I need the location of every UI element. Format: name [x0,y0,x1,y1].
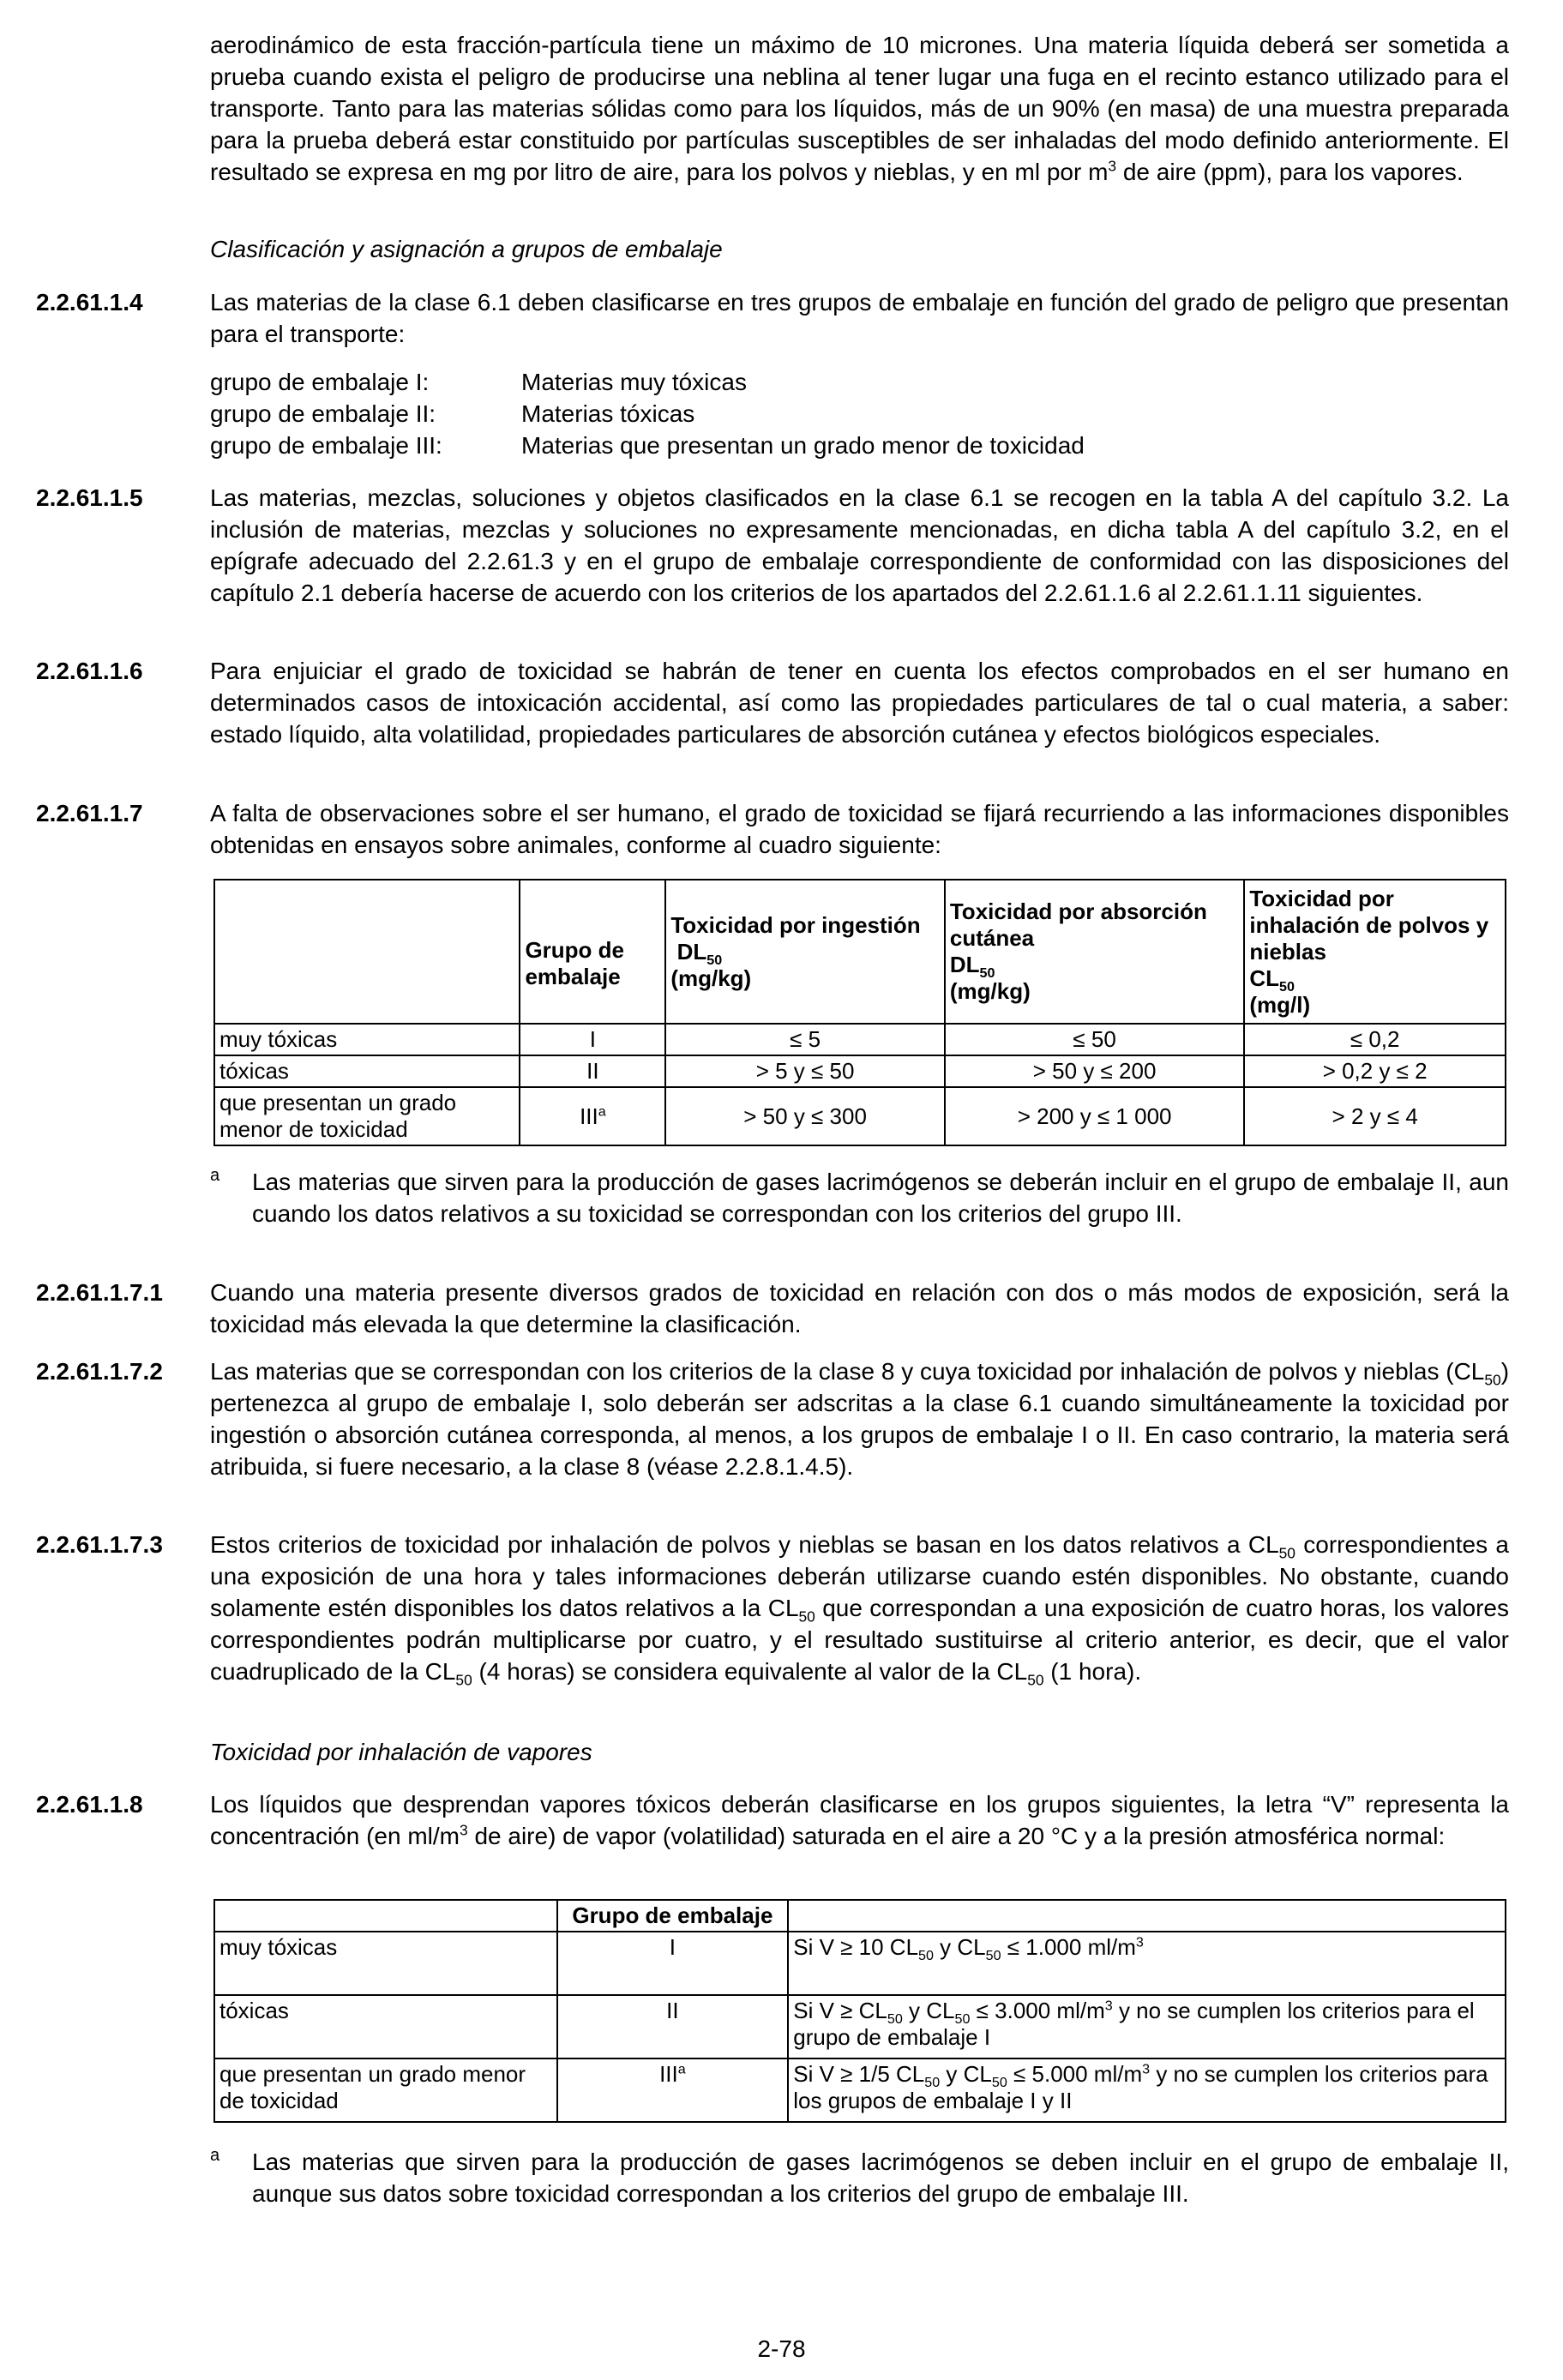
section-text: Cuando una materia presente diversos grados de toxicidad en relación con dos o más modos de exposición, será la toxicidad más elevada la que determine la clasificación. [210,1279,1509,1337]
table-cell-inhalation: > 2 y ≤ 4 [1244,1087,1506,1145]
section-number: 2.2.61.1.4 [36,289,143,316]
table-cell-label: muy tóxicas [214,1024,520,1055]
section-number: 2.2.61.1.7 [36,800,143,826]
footnote-text: Las materias que sirven para la producción de gases lacrimógenos se deben incluir en el grupo de embalaje II, aunque sus datos sobre toxicidad correspondan a los criterios del grupo de embalaje III. [252,2149,1509,2207]
table-row [214,1932,1506,1995]
table-cell-group: I [557,1932,789,1995]
table-cell-inhalation: > 0,2 y ≤ 2 [1244,1055,1506,1087]
section-number: 2.2.61.1.7.3 [36,1531,163,1558]
table-row [214,1087,1506,1145]
section-text: A falta de observaciones sobre el ser humano, el grado de toxicidad se fijará recurriendo a las informaciones disponibles obtenidas en ensayos sobre animales, conforme al cuadro siguiente: [210,800,1509,858]
toxicity-table [213,879,1506,1146]
heading-vapours: Toxicidad por inhalación de vapores [210,1739,592,1765]
section-number: 2.2.61.1.7.1 [36,1279,163,1306]
group-line: grupo de embalaje III: Materias que presentan un grado menor de toxicidad [210,432,1085,459]
vapour-table [213,1899,1506,2123]
group-line: grupo de embalaje II: Materias tóxicas [210,400,695,427]
footnote-text: Las materias que sirven para la producción de gases lacrimógenos se deberán incluir en el grupo de embalaje II, aun cuando los datos relativos a su toxicidad se correspondan con los criterios del grupo III. [252,1169,1509,1227]
table-cell-label: que presentan un grado menor de toxicidad [214,2058,557,2122]
table-cell-group: II [557,1995,789,2058]
table-row [214,1995,1506,2058]
table-header-group: Grupo de embalaje [557,1900,789,1932]
table-cell-label: tóxicas [214,1995,557,2058]
table-header-empty [214,1900,557,1932]
table-cell-label: tóxicas [214,1055,520,1087]
table-cell-dermal: > 200 y ≤ 1 000 [945,1087,1244,1145]
table-header-row [214,1900,1506,1932]
table-row [214,1024,1506,1055]
table-header-empty [214,880,520,1024]
section-number: 2.2.61.1.6 [36,658,143,684]
table-row [214,1055,1506,1087]
table-cell-inhalation: ≤ 0,2 [1244,1024,1506,1055]
table-header-inhalation: Toxicidad por inhalación de polvos y nieblas $CL_{50}$ (mg/l) [1244,880,1506,1024]
group-line: grupo de embalaje I: Materias muy tóxicas [210,369,747,395]
table-header-group: Grupo de embalaje [520,880,665,1024]
table-cell-ingestion: > 5 y ≤ 50 [665,1055,945,1087]
table-cell-ingestion: > 50 y ≤ 300 [665,1087,945,1145]
table-cell-group: I [520,1024,665,1055]
table-cell-dermal: > 50 y ≤ 200 [945,1055,1244,1087]
table-cell-group: III$^a$ [520,1087,665,1145]
section-number: 2.2.61.1.8 [36,1791,143,1818]
table-cell-criteria: Si $V \ge CL_{50}$ y $CL_{50} \le 3.000$ $ml/m^3$ y no se cumplen los criterios para el grupo de embalaje I [788,1995,1506,2058]
section-text: Para enjuiciar el grado de toxicidad se habrán de tener en cuenta los efectos comprobados en el ser humano en determinados casos de intoxicación accidental, así como las propiedades particulares de tal o cual materia, a saber: estado líquido, alta volatilidad, propiedades particulares de absorción cutánea y efectos biológicos especiales. [210,658,1509,748]
table-cell-dermal: ≤ 50 [945,1024,1244,1055]
table-cell-label: muy tóxicas [214,1932,557,1995]
table-row [214,2058,1506,2122]
section-number: 2.2.61.1.5 [36,484,143,511]
page-number: 2-78 [757,2335,806,2362]
section-text: Los líquidos que desprendan vapores tóxicos deberán clasificarse en los grupos siguientes, la letra “V” representa la concentración (en $ml/m^3$ de aire) de vapor (volatilidad) saturada en el aire a 20 °C y a la presión atmosférica normal: [210,1791,1509,1849]
footnote-mark: a [210,2146,220,2165]
footnote-mark: a [210,1166,220,1185]
table-cell-ingestion: ≤ 5 [665,1024,945,1055]
table-header-row [214,880,1506,1024]
table-header-empty [788,1900,1506,1932]
table-header-dermal: Toxicidad por absorción cutánea $DL_{50}$ (mg/kg) [945,880,1244,1024]
section-text: Las materias de la clase 6.1 deben clasificarse en tres grupos de embalaje en función del grado de peligro que presentan para el transporte: [210,289,1509,347]
table-cell-group: II [520,1055,665,1087]
section-text: Las materias, mezclas, soluciones y objetos clasificados en la clase 6.1 se recogen en la tabla A del capítulo 3.2. La inclusión de materias, mezclas y soluciones no expresamente mencionadas, en dicha tabla A del capítulo 3.2, en el epígrafe adecuado del 2.2.61.3 y en el grupo de embalaje correspondiente de conformidad con las disposiciones del capítulo 2.1 debería hacerse de acuerdo con los criterios de los apartados del 2.2.61.1.6 al 2.2.61.1.11 siguientes. [210,484,1509,606]
section-text: Las materias que se correspondan con los criterios de la clase 8 y cuya toxicidad por inhalación de polvos y nieblas $(CL_{50})$ pertenezca al grupo de embalaje I, solo deberán ser adscritas a la clase 6.1 cuando simultáneamente la toxicidad por ingestión o absorción cutánea corresponda, al menos, a los grupos de embalaje I o II. En caso contrario, la materia será atribuida, si fuere necesario, a la clase 8 (véase 2.2.8.1.4.5). [210,1358,1510,1480]
section-text: Estos criterios de toxicidad por inhalación de polvos y nieblas se basan en los datos relativos a $CL_{50}$ correspondientes a una exposición de una hora y tales informaciones deberán utilizarse cuando estén disponibles. No obstante, cuando solamente estén disponibles los datos relativos a la $CL_{50}$ que correspondan a una exposición de cuatro horas, los valores correspondientes podrán multiplicarse por cuatro, y el resultado sustituirse al criterio anterior, es decir, que el valor cuadruplicado de la $CL_{50}$ (4 horas) se considera equivalente al valor de la $CL_{50}$ (1 hora). [210,1531,1509,1689]
table-cell-group: III$^a$ [557,2058,789,2122]
intro-paragraph: aerodinámico de esta fracción-partícula tiene un máximo de 10 micrones. Una materia líquida deberá ser sometida a prueba cuando exista el peligro de producirse una neblina al tener lugar una fuga en el recinto estanco utilizado para el transporte. Tanto para las materias sólidas como para los líquidos, más de un 90% (en masa) de una muestra preparada para la prueba deberá estar constituido por partículas susceptibles de ser inhaladas del modo definido anteriormente. El resultado se expresa en mg por litro de aire, para los polvos y nieblas, y en ml por $m^3$ de aire (ppm), para los vapores. [210,32,1509,185]
section-number: 2.2.61.1.7.2 [36,1358,163,1385]
heading-classification: Clasificación y asignación a grupos de embalaje [210,236,723,262]
table-cell-criteria: Si V ≥ 10 $CL_{50}$ y $CL_{50} \le 1.000$ $ml/m^3$ [788,1932,1506,1995]
table-header-ingestion: Toxicidad por ingestión $DL_{50}$ (mg/kg) [665,880,945,1024]
table-cell-criteria: Si V ≥ 1/5 $CL_{50}$ y $CL_{50} \le 5.000$ $ml/m^3$ y no se cumplen los criterios para los grupos de embalaje I y II [788,2058,1506,2122]
table-cell-label: que presentan un grado menor de toxicidad [214,1087,520,1145]
